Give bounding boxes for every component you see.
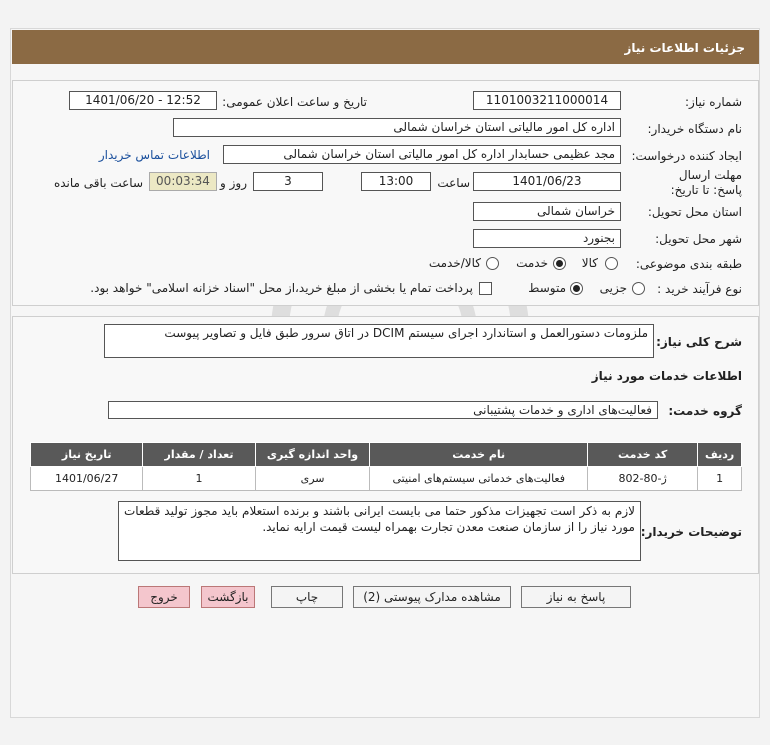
exit-button[interactable]: خروج [138, 586, 190, 608]
buyer-org-label: نام دستگاه خریدار: [647, 122, 742, 136]
category-radio-goods-service[interactable] [486, 257, 499, 270]
category-option-goods-service: کالا/خدمت [428, 256, 481, 270]
remaining-label: ساعت باقی مانده [53, 176, 143, 190]
services-section-title: اطلاعات خدمات مورد نیاز [591, 369, 742, 383]
summary-field: ملزومات دستورالعمل و استاندارد اجرای سیستم DCIM در اتاق سرور طبق فایل و تصاویر پیوست [104, 324, 654, 358]
view-attachments-button[interactable]: مشاهده مدارک پیوستی (2) [353, 586, 511, 608]
need-number-field: 1101003211000014 [473, 91, 621, 110]
col-quantity: تعداد / مقدار [143, 443, 255, 467]
contact-buyer-link[interactable]: اطلاعات تماس خریدار [98, 148, 210, 162]
time-label: ساعت [437, 176, 470, 190]
cell-unit: سری [255, 467, 370, 491]
city-field: بجنورد [473, 229, 621, 248]
services-table-header [31, 443, 742, 467]
back-button[interactable]: بازگشت [201, 586, 255, 608]
province-field: خراسان شمالی [473, 202, 621, 221]
deadline-date-field: 1401/06/23 [473, 172, 621, 191]
col-row: ردیف [698, 443, 742, 467]
deadline-label: مهلت ارسال پاسخ: تا تاریخ: [670, 168, 742, 197]
cell-quantity: 1 [143, 467, 255, 491]
cell-row: 1 [698, 467, 742, 491]
category-option-service: خدمت [516, 256, 548, 270]
buyer-notes-label: توضیحات خریدار: [640, 525, 742, 539]
process-radio-medium[interactable] [570, 282, 583, 295]
details-panel [12, 80, 759, 306]
service-group-label: گروه خدمت: [668, 404, 742, 418]
col-name: نام خدمت [370, 443, 588, 467]
table-row [31, 467, 742, 491]
category-radio-goods[interactable] [605, 257, 618, 270]
col-code: کد خدمت [588, 443, 698, 467]
category-option-goods: کالا [581, 256, 598, 270]
buyer-notes-field: لازم به ذکر است تجهیزات مذکور حتما می بایست ایرانی باشند و برنده استعلام باید مجوز تولید قطعات مورد نیاز را از سازمان صنعت معدن تجارت بهمراه لیست قیمت ارایه نماید. [118, 501, 641, 561]
process-option-minor: جزیی [599, 281, 627, 295]
creator-field: مجد عظیمی حسابدار اداره کل امور مالیاتی استان خراسان شمالی [223, 145, 621, 164]
announce-field: 1401/06/20 - 12:52 [69, 91, 217, 110]
treasury-payment-checkbox[interactable] [479, 282, 492, 295]
announce-label: تاریخ و ساعت اعلان عمومی: [222, 95, 367, 109]
deadline-time-field: 13:00 [361, 172, 431, 191]
payment-note: پرداخت تمام یا بخشی از مبلغ خرید،از محل "اسناد خزانه اسلامی" خواهد بود. [90, 281, 473, 295]
days-field: 3 [253, 172, 323, 191]
buyer-org-field: اداره کل امور مالیاتی استان خراسان شمالی [173, 118, 621, 137]
cell-code: ژ-80-802 [588, 467, 698, 491]
process-radio-minor[interactable] [632, 282, 645, 295]
need-number-label: شماره نیاز: [685, 95, 742, 109]
reply-button[interactable]: پاسخ به نیاز [521, 586, 631, 608]
summary-label: شرح کلی نیاز: [656, 335, 742, 349]
print-button[interactable]: چاپ [271, 586, 343, 608]
cell-name: فعالیت‌های خدماتی سیستم‌های امنیتی [370, 467, 588, 491]
city-label: شهر محل تحویل: [655, 232, 742, 246]
category-radio-service[interactable] [553, 257, 566, 270]
days-label: روز و [220, 176, 247, 190]
col-unit: واحد اندازه گیری [255, 443, 370, 467]
cell-date: 1401/06/27 [31, 467, 143, 491]
process-label: نوع فرآیند خرید : [657, 282, 742, 296]
creator-label: ایجاد کننده درخواست: [631, 149, 742, 163]
process-option-medium: متوسط [528, 281, 566, 295]
remaining-time-field: 00:03:34 [149, 172, 217, 191]
services-table [30, 442, 742, 491]
col-date: تاریخ نیاز [31, 443, 143, 467]
service-group-field: فعالیت‌های اداری و خدمات پشتیبانی [108, 401, 658, 419]
category-label: طبقه بندی موضوعی: [635, 257, 742, 271]
page-title: جزئیات اطلاعات نیاز [12, 30, 759, 64]
province-label: استان محل تحویل: [647, 205, 742, 219]
